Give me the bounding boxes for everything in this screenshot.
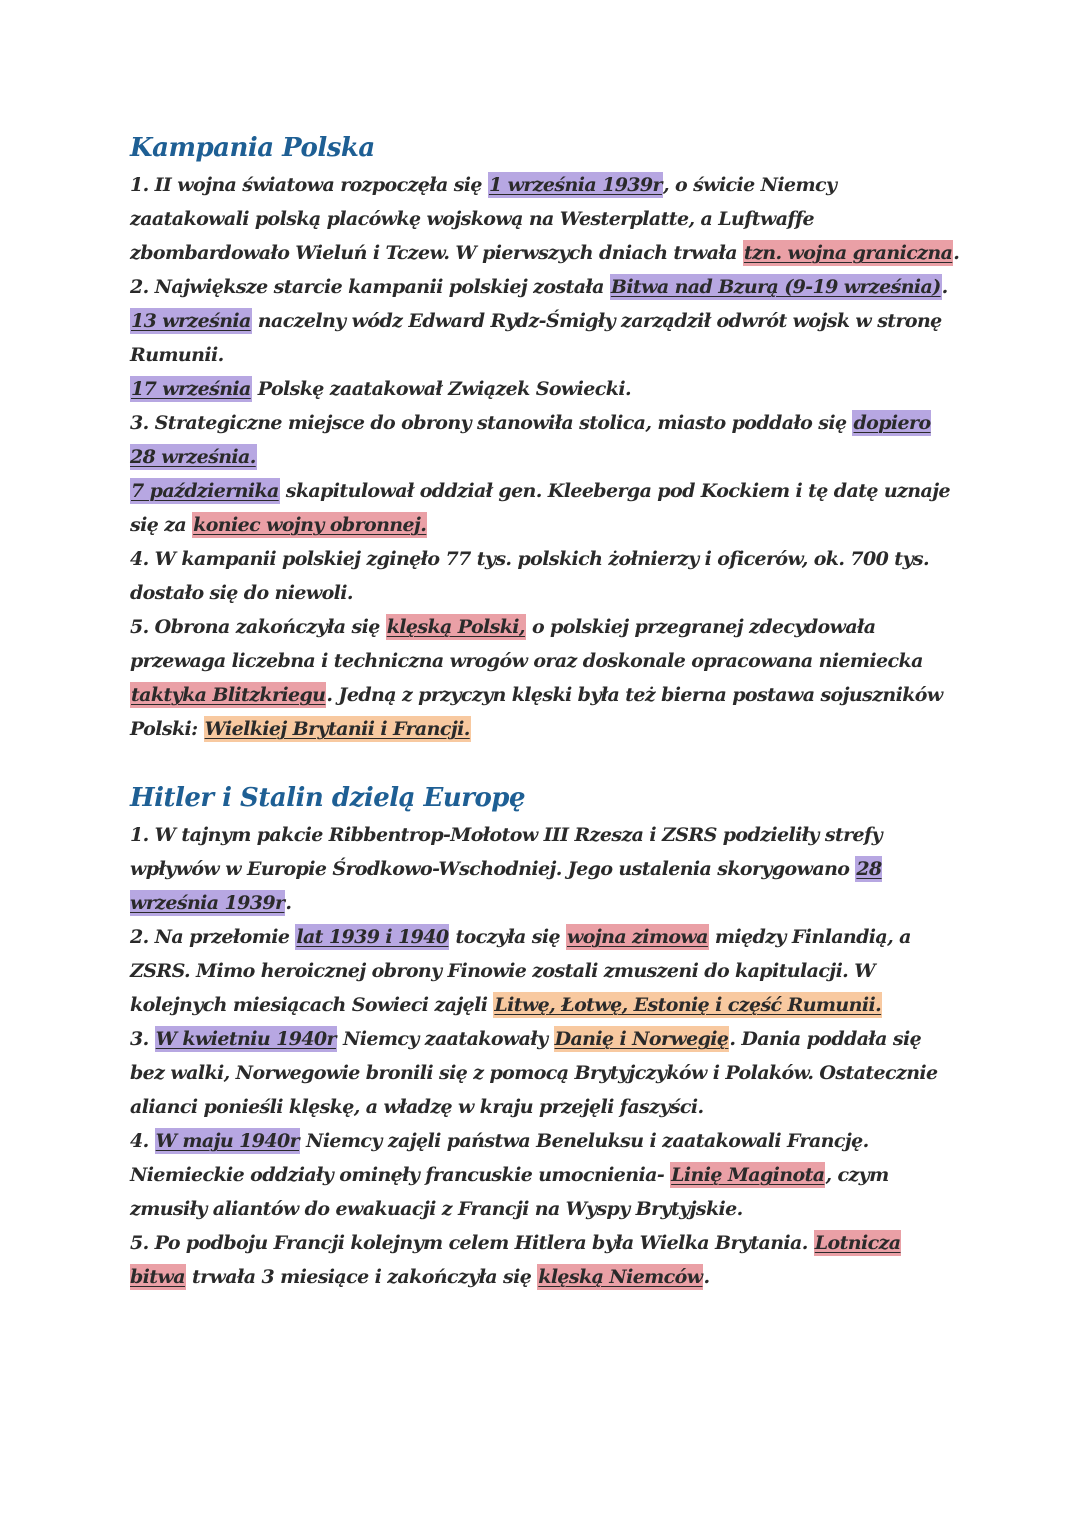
document-page bbox=[130, 128, 960, 1294]
section-heading: Hitler i Stalin dzielą Europę bbox=[130, 783, 526, 813]
highlight-red: taktyka Blitzkriegu bbox=[131, 684, 326, 706]
paragraph bbox=[130, 1124, 960, 1226]
text-run: , o świcie Niemcy zaatakowali polską placówkę wojskową na Westerplatte, a Luftwaffe zbombardowało Wieluń i Tczew. W pierwszych dniach trwała bbox=[130, 174, 837, 264]
paragraph bbox=[130, 1226, 960, 1294]
highlight-purple: 7 października bbox=[131, 480, 279, 502]
text-run: toczyła się bbox=[449, 926, 566, 948]
text-run: naczelny wódz Edward Rydz-Śmigły zarządził odwrót wojsk w stronę Rumunii. bbox=[130, 310, 942, 366]
text-run: . bbox=[285, 892, 292, 914]
highlight-purple: W kwietniu 1940r bbox=[155, 1028, 336, 1050]
text-run: Niemcy zajęli państwa Beneluksu i zaatakowali Francję. Niemieckie oddziały ominęły francuskie umocnienia- bbox=[130, 1130, 869, 1186]
text-run: o polskiej przegranej zdecydowała przewaga liczebna i techniczna wrogów oraz doskonale opracowana niemiecka bbox=[130, 616, 923, 672]
paragraph bbox=[130, 168, 960, 270]
paragraph bbox=[130, 406, 960, 474]
text-run: 5. Po podboju Francji kolejnym celem Hitlera była Wielka Brytania. bbox=[130, 1232, 814, 1254]
highlight-orange: Danię i Norwegię bbox=[554, 1028, 729, 1050]
highlight-purple: Bitwa nad Bzurą (9-19 września) bbox=[610, 276, 941, 298]
paragraph bbox=[130, 474, 960, 542]
text-run: Polskę zaatakował Związek Sowiecki. bbox=[251, 378, 631, 400]
highlight-purple: lat 1939 i 1940 bbox=[296, 926, 449, 948]
paragraph bbox=[130, 818, 960, 920]
paragraph bbox=[130, 372, 960, 406]
highlight-orange: Litwę, Łotwę, Estonię i część Rumunii. bbox=[494, 994, 882, 1016]
text-run: 2. Na przełomie bbox=[130, 926, 296, 948]
text-run: . Jedną z przyczyn klęski była też bierna postawa sojuszników Polski: bbox=[130, 684, 943, 740]
section-body bbox=[130, 168, 960, 746]
paragraph bbox=[130, 304, 960, 372]
highlight-purple: 28 września 1939r bbox=[130, 858, 882, 914]
text-run: trwała 3 miesiące i zakończyła się bbox=[185, 1266, 538, 1288]
section-body bbox=[130, 818, 960, 1294]
highlight-red: tzn. wojna graniczna bbox=[743, 242, 953, 264]
section-kampania-polska bbox=[130, 128, 960, 746]
text-run: między Finlandią, a ZSRS. Mimo heroicznej obrony Finowie zostali zmuszeni do kapitulacji. W kolejnych miesiącach Sowieci zajęli bbox=[130, 926, 911, 1016]
highlight-red: klęską Niemców bbox=[538, 1266, 703, 1288]
highlight-purple: 13 września bbox=[131, 310, 251, 332]
highlight-purple: dopiero 28 września. bbox=[130, 412, 931, 468]
text-run: , czym zmusiły aliantów do ewakuacji z Francji na Wyspy Brytyjskie. bbox=[130, 1164, 889, 1220]
paragraph bbox=[130, 610, 960, 746]
text-run: 2. Największe starcie kampanii polskiej została bbox=[130, 276, 610, 298]
text-run: Niemcy zaatakowały bbox=[336, 1028, 554, 1050]
highlight-red: Linię Maginota bbox=[671, 1164, 825, 1186]
text-run: . bbox=[953, 242, 960, 264]
text-run: 3. bbox=[130, 1028, 155, 1050]
highlight-red: wojna zimowa bbox=[567, 926, 708, 948]
highlight-red: koniec wojny obronnej. bbox=[193, 514, 427, 536]
section-heading: Kampania Polska bbox=[130, 133, 375, 163]
highlight-purple: 17 września bbox=[131, 378, 251, 400]
paragraph bbox=[130, 542, 960, 610]
text-run: . bbox=[703, 1266, 710, 1288]
paragraph bbox=[130, 270, 960, 304]
text-run: 1. II wojna światowa rozpoczęła się bbox=[130, 174, 488, 196]
highlight-purple: 1 września 1939r bbox=[488, 174, 662, 196]
highlight-orange: Wielkiej Brytanii i Francji. bbox=[204, 718, 470, 740]
section-hitler-i-stalin bbox=[130, 778, 960, 1294]
text-run: skapitulował oddział gen. Kleeberga pod Kockiem i tę datę uznaje się za bbox=[130, 480, 950, 536]
text-run: 3. Strategiczne miejsce do obrony stanowiła stolica, miasto poddało się bbox=[130, 412, 853, 434]
text-run: . bbox=[941, 276, 948, 298]
text-run: . Dania poddała się bez walki, Norwegowie bronili się z pomocą Brytyjczyków i Polaków. Ostatecznie alianci ponieśli klęskę, a władzę w kraju przejęli faszyści. bbox=[130, 1028, 938, 1118]
text-run: 4. bbox=[130, 1130, 155, 1152]
highlight-purple: W maju 1940r bbox=[155, 1130, 300, 1152]
highlight-red: Lotnicza bitwa bbox=[130, 1232, 901, 1288]
highlight-red: klęską Polski, bbox=[386, 616, 525, 638]
paragraph bbox=[130, 1022, 960, 1124]
text-run: 5. Obrona zakończyła się bbox=[130, 616, 386, 638]
paragraph bbox=[130, 920, 960, 1022]
text-run: 1. W tajnym pakcie Ribbentrop-Mołotow III Rzesza i ZSRS podzieliły strefy wpływów w Europie Środkowo-Wschodniej. Jego ustalenia skorygowano bbox=[130, 824, 883, 880]
text-run: 4. W kampanii polskiej zginęło 77 tys. polskich żołnierzy i oficerów, ok. 700 tys. dostało się do niewoli. bbox=[130, 548, 930, 604]
